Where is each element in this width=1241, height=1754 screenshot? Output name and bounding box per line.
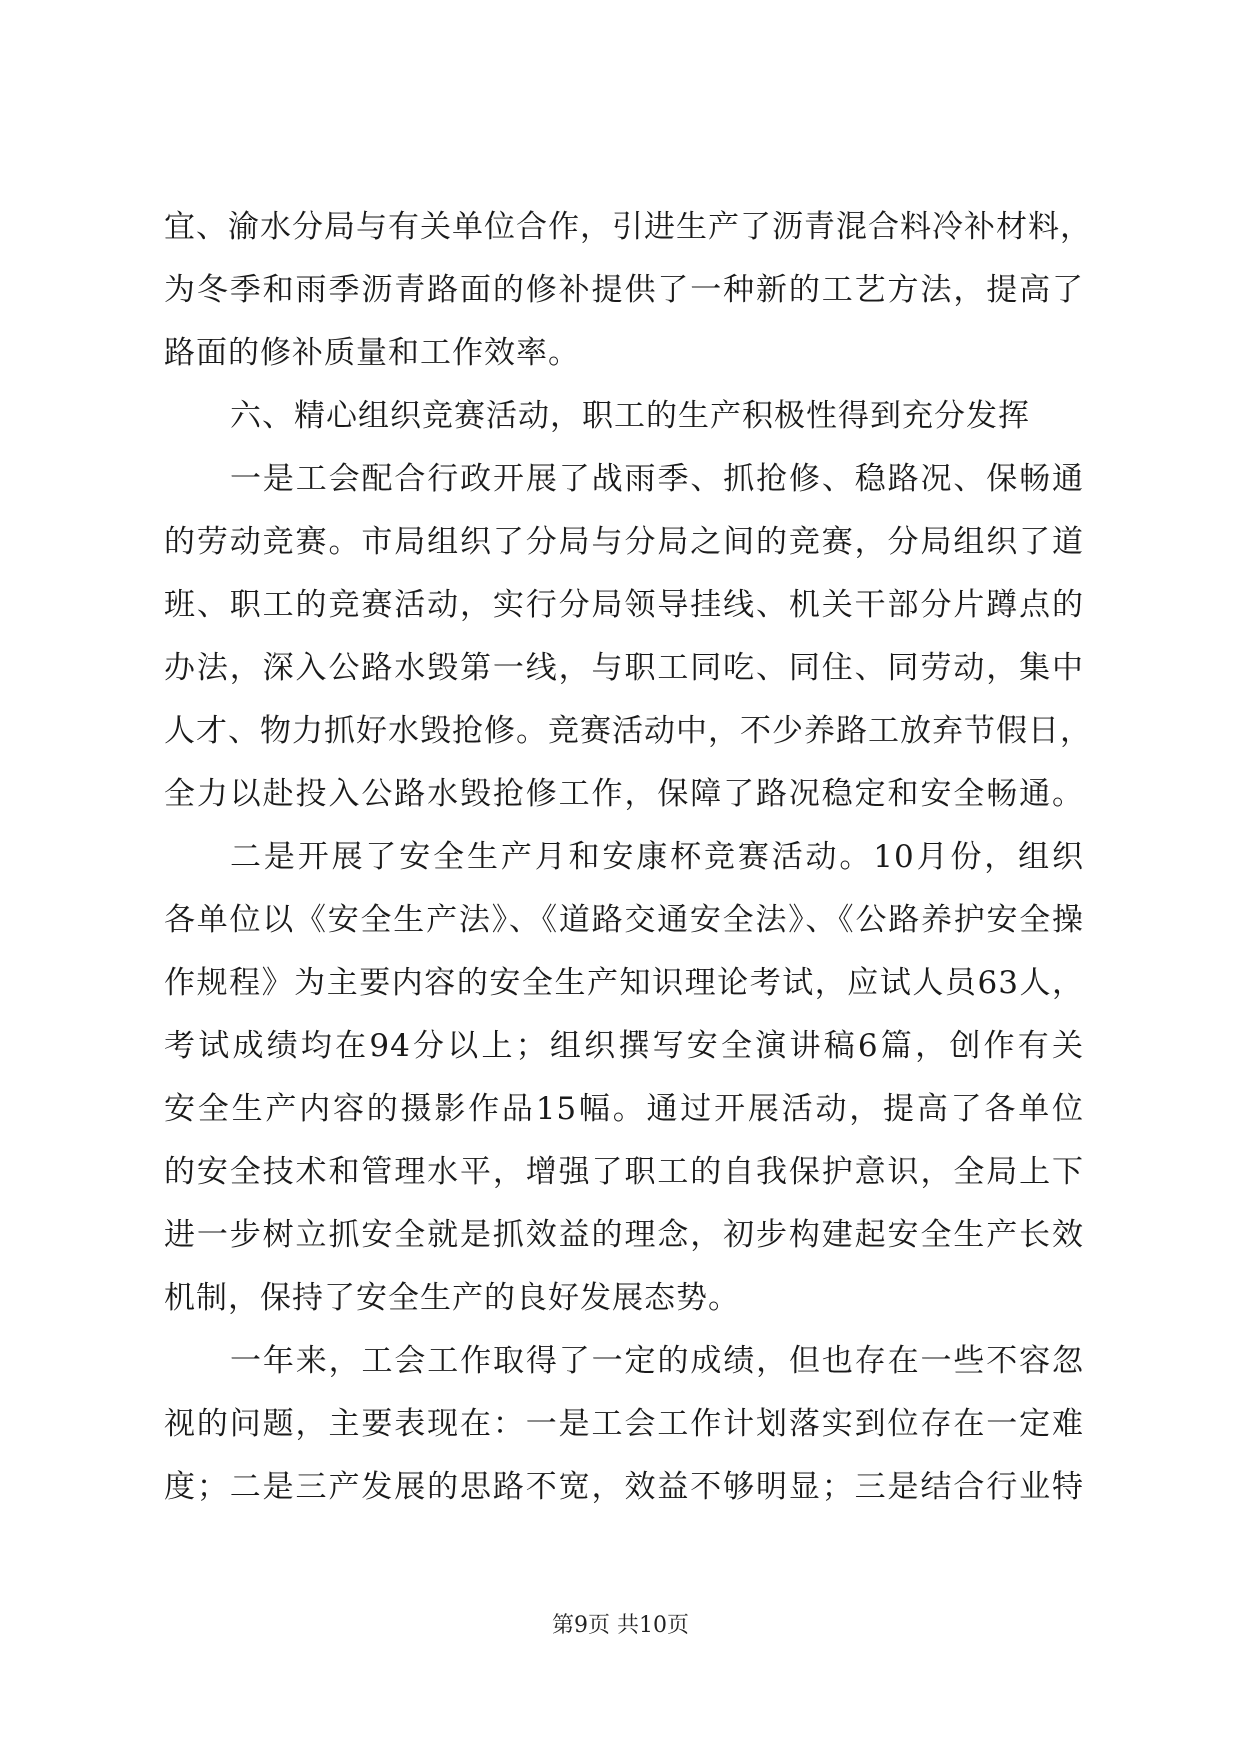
text-line: 考试成绩均在94分以上；组织撰写安全演讲稿6篇，创作有关 — [164, 1028, 1084, 1064]
text-line: 为冬季和雨季沥青路面的修补提供了一种新的工艺方法，提高了 — [164, 272, 1084, 308]
text-line: 视的问题，主要表现在：一是工会工作计划落实到位存在一定难 — [164, 1406, 1084, 1442]
text-line: 班、职工的竞赛活动，实行分局领导挂线、机关干部分片蹲点的 — [164, 587, 1084, 623]
text-line: 机制，保持了安全生产的良好发展态势。 — [164, 1280, 740, 1316]
document-body — [164, 196, 1092, 1519]
text-line: 一是工会配合行政开展了战雨季、抓抢修、稳路况、保畅通 — [230, 461, 1084, 497]
text-line: 的安全技术和管理水平，增强了职工的自我保护意识，全局上下 — [164, 1154, 1084, 1190]
text-line: 二是开展了安全生产月和安康杯竞赛活动。10月份，组织 — [230, 839, 1084, 875]
text-line: 的劳动竞赛。市局组织了分局与分局之间的竞赛，分局组织了道 — [164, 524, 1084, 560]
text-line: 一年来，工会工作取得了一定的成绩，但也存在一些不容忽 — [230, 1343, 1084, 1379]
text-line: 度；二是三产发展的思路不宽，效益不够明显；三是结合行业特 — [164, 1469, 1084, 1505]
text-line: 各单位以《安全生产法》、《道路交通安全法》、《公路养护安全操 — [164, 902, 1084, 938]
text-line: 进一步树立抓安全就是抓效益的理念，初步构建起安全生产长效 — [164, 1217, 1084, 1253]
text-line: 人才、物力抓好水毁抢修。竞赛活动中，不少养路工放弃节假日， — [164, 713, 1092, 749]
text-line: 全力以赴投入公路水毁抢修工作，保障了路况稳定和安全畅通。 — [164, 776, 1084, 812]
page-number-footer: 第9页 共10页 — [552, 1613, 689, 1638]
section-heading: 六、精心组织竞赛活动，职工的生产积极性得到充分发挥 — [230, 398, 1030, 434]
text-line: 安全生产内容的摄影作品15幅。通过开展活动，提高了各单位 — [164, 1091, 1084, 1127]
text-line: 宜、渝水分局与有关单位合作，引进生产了沥青混合料冷补材料， — [164, 209, 1092, 245]
text-line: 作规程》为主要内容的安全生产知识理论考试，应试人员63人， — [164, 965, 1084, 1001]
text-line: 路面的修补质量和工作效率。 — [164, 335, 580, 371]
text-line: 办法，深入公路水毁第一线，与职工同吃、同住、同劳动，集中 — [164, 650, 1084, 686]
